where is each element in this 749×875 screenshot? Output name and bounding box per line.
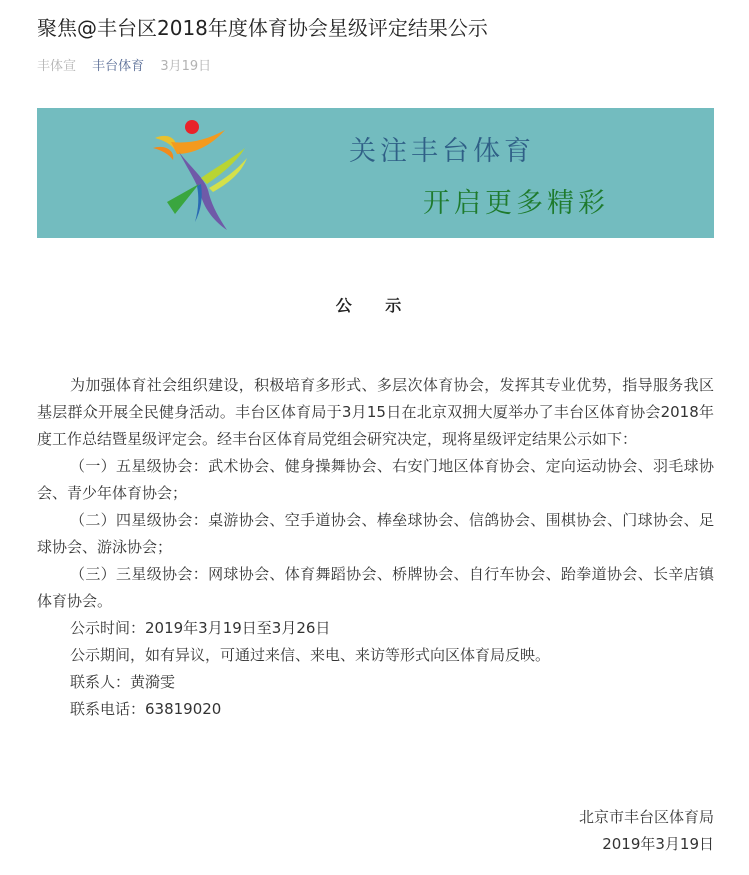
signature-block [579,804,714,858]
signature-org: 北京市丰台区体育局 [578,808,714,826]
signature-date: 2019年3月19日 [602,835,714,853]
objection-note: 公示期间，如有异议，可通过来信、来电、来访等形式向区体育局反映。 [70,646,551,664]
banner-slogan-line1: 关注丰台体育 [349,136,535,167]
notice-body [37,372,714,723]
three-star-paragraph: （三）三星级协会：网球协会、体育舞蹈协会、桥牌协会、自行车协会、跆拳道协会、长辛店镇体育协会。 [37,565,714,610]
author-name: 丰体宣 [37,59,77,74]
account-link[interactable]: 丰台体育 [92,59,145,74]
five-star-paragraph: （一）五星级协会：武术协会、健身操舞协会、右安门地区体育协会、定向运动协会、羽毛球协会、青少年体育协会； [37,457,714,502]
contact-person: 联系人：黄漪雯 [70,673,176,691]
notice-period: 公示时间：2019年3月19日至3月26日 [70,619,331,637]
intro-paragraph: 为加强体育社会组织建设，积极培育多形式、多层次体育协会，发挥其专业优势，指导服务我区基层群众开展全民健身活动。丰台区体育局于3月15日在北京双拥大厦举办了丰台区体育协会2018年度工作总结暨星级评定会。经丰台区体育局党组会研究决定，现将星级评定结果公示如下： [37,376,714,448]
article-meta [37,58,223,76]
banner-image [37,108,714,238]
article-title: 聚焦@丰台区2018年度体育协会星级评定结果公示 [37,16,488,40]
contact-phone: 联系电话：63819020 [70,700,222,718]
notice-heading: 公 示 [335,296,416,315]
publish-date: 3月19日 [160,59,212,74]
banner-slogan-line2: 开启更多精彩 [423,188,609,219]
four-star-paragraph: （二）四星级协会：桌游协会、空手道协会、棒垒球协会、信鸽协会、围棋协会、门球协会、足球协会、游泳协会； [37,511,714,556]
running-figure-logo-icon [149,118,259,230]
